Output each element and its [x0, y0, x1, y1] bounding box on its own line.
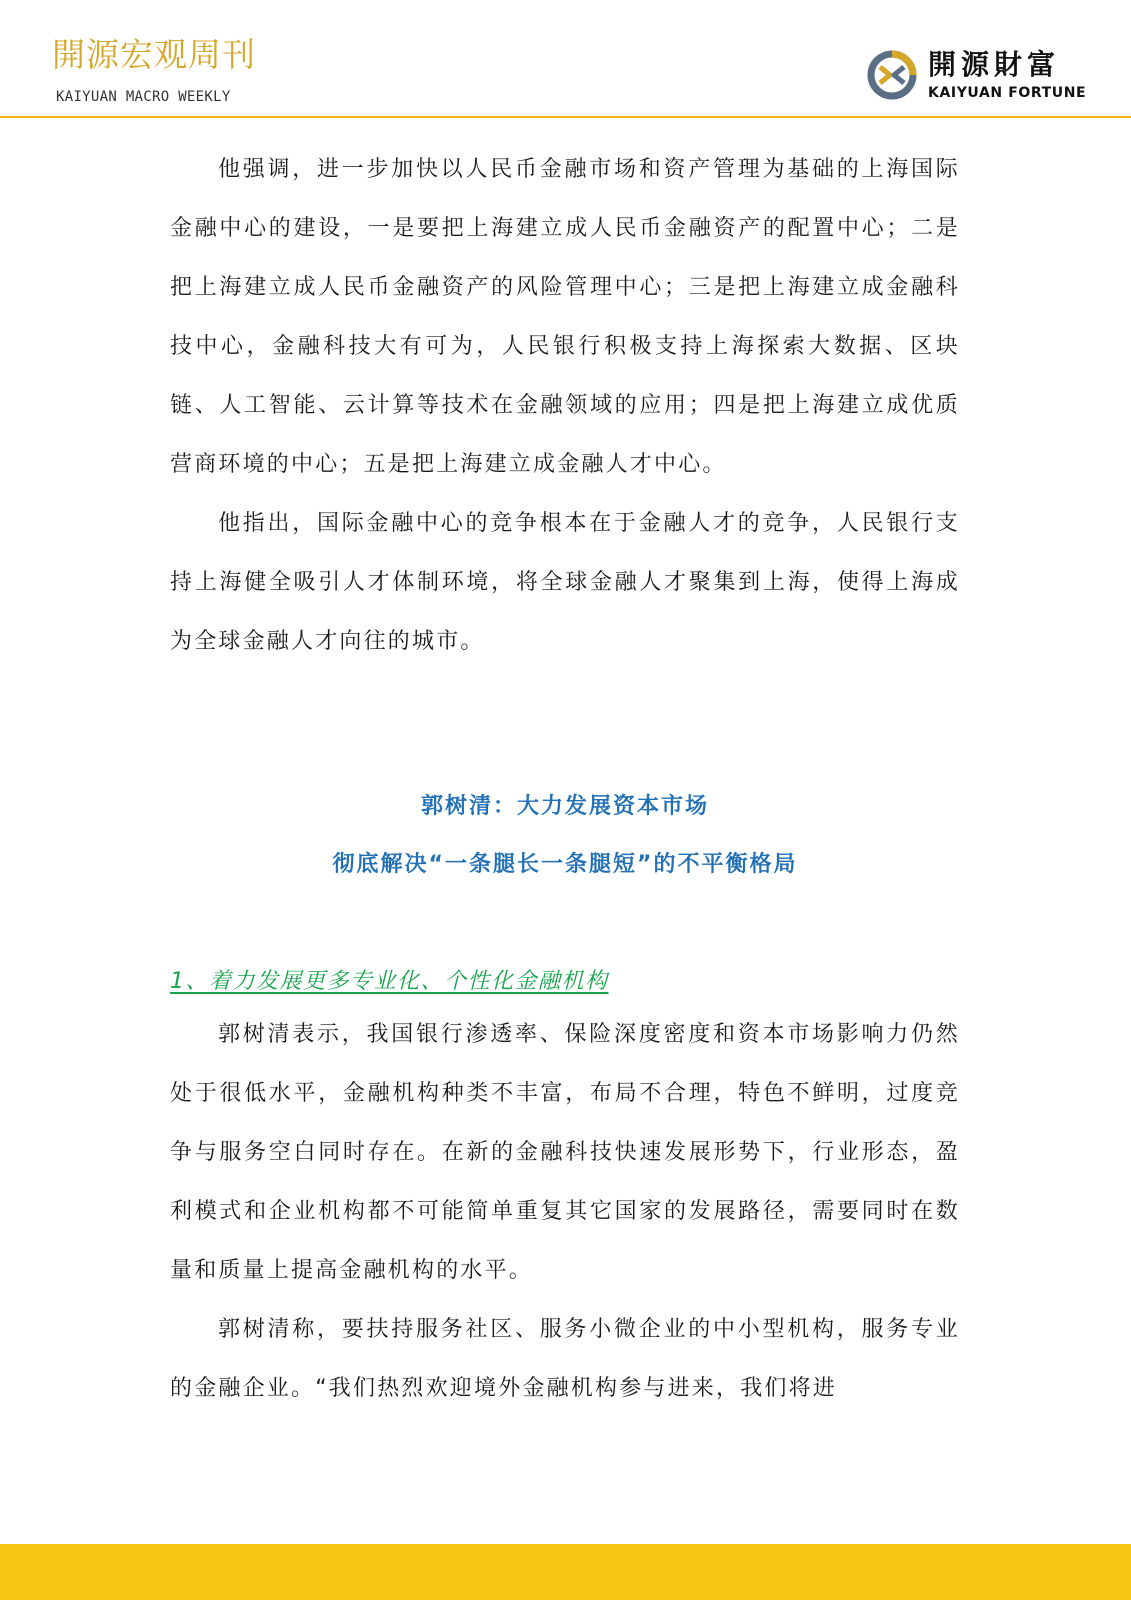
- section-title-line-2: 彻底解决“一条腿长一条腿短”的不平衡格局: [332, 852, 798, 877]
- page-header: [0, 0, 1131, 118]
- logo-mark-icon: [866, 49, 918, 101]
- paragraph: 郭树清称，要扶持服务社区、服务小微企业的中小型机构，服务专业的金融企业。“我们热烈欢迎境外金融机构参与进来，我们将进: [170, 1317, 960, 1401]
- subheading: 1、着力发展更多专业化、个性化金融机构: [170, 969, 609, 994]
- body-top: [170, 140, 960, 671]
- section-title-line-1: 郭树清：大力发展资本市场: [420, 794, 709, 819]
- paragraph: 他强调，进一步加快以人民币金融市场和资产管理为基础的上海国际金融中心的建设，一是要把上海建立成人民币金融资产的配置中心；二是把上海建立成人民币金融资产的风险管理中心；三是把上海建立成金融科技中心，金融科技大有可为，人民银行积极支持上海探索大数据、区块链、人工智能、云计算等技术在金融领域的应用；四是把上海建立成优质营商环境的中心；五是把上海建立成金融人才中心。: [170, 157, 960, 477]
- paragraph: 他指出，国际金融中心的竞争根本在于金融人才的竞争，人民银行支持上海健全吸引人才体制环境，将全球金融人才聚集到上海，使得上海成为全球金融人才向往的城市。: [170, 511, 960, 654]
- brand-title: 開源宏观周刊: [52, 35, 256, 74]
- logo-english-text: KAIYUAN FORTUNE: [928, 85, 1087, 101]
- body-bottom: [170, 1005, 960, 1418]
- brand-subtitle: KAIYUAN MACRO WEEKLY: [56, 89, 231, 105]
- logo-chinese-text: 開源財富: [928, 48, 1061, 81]
- paragraph: 郭树清表示，我国银行渗透率、保险深度密度和资本市场影响力仍然处于很低水平，金融机构种类不丰富，布局不合理，特色不鲜明，过度竞争与服务空白同时存在。在新的金融科技快速发展形势下，行业形态，盈利模式和企业机构都不可能简单重复其它国家的发展路径，需要同时在数量和质量上提高金融机构的水平。: [170, 1022, 960, 1283]
- company-logo: [866, 49, 1096, 105]
- footer-bar: [0, 1544, 1131, 1600]
- header-divider: [0, 116, 1131, 118]
